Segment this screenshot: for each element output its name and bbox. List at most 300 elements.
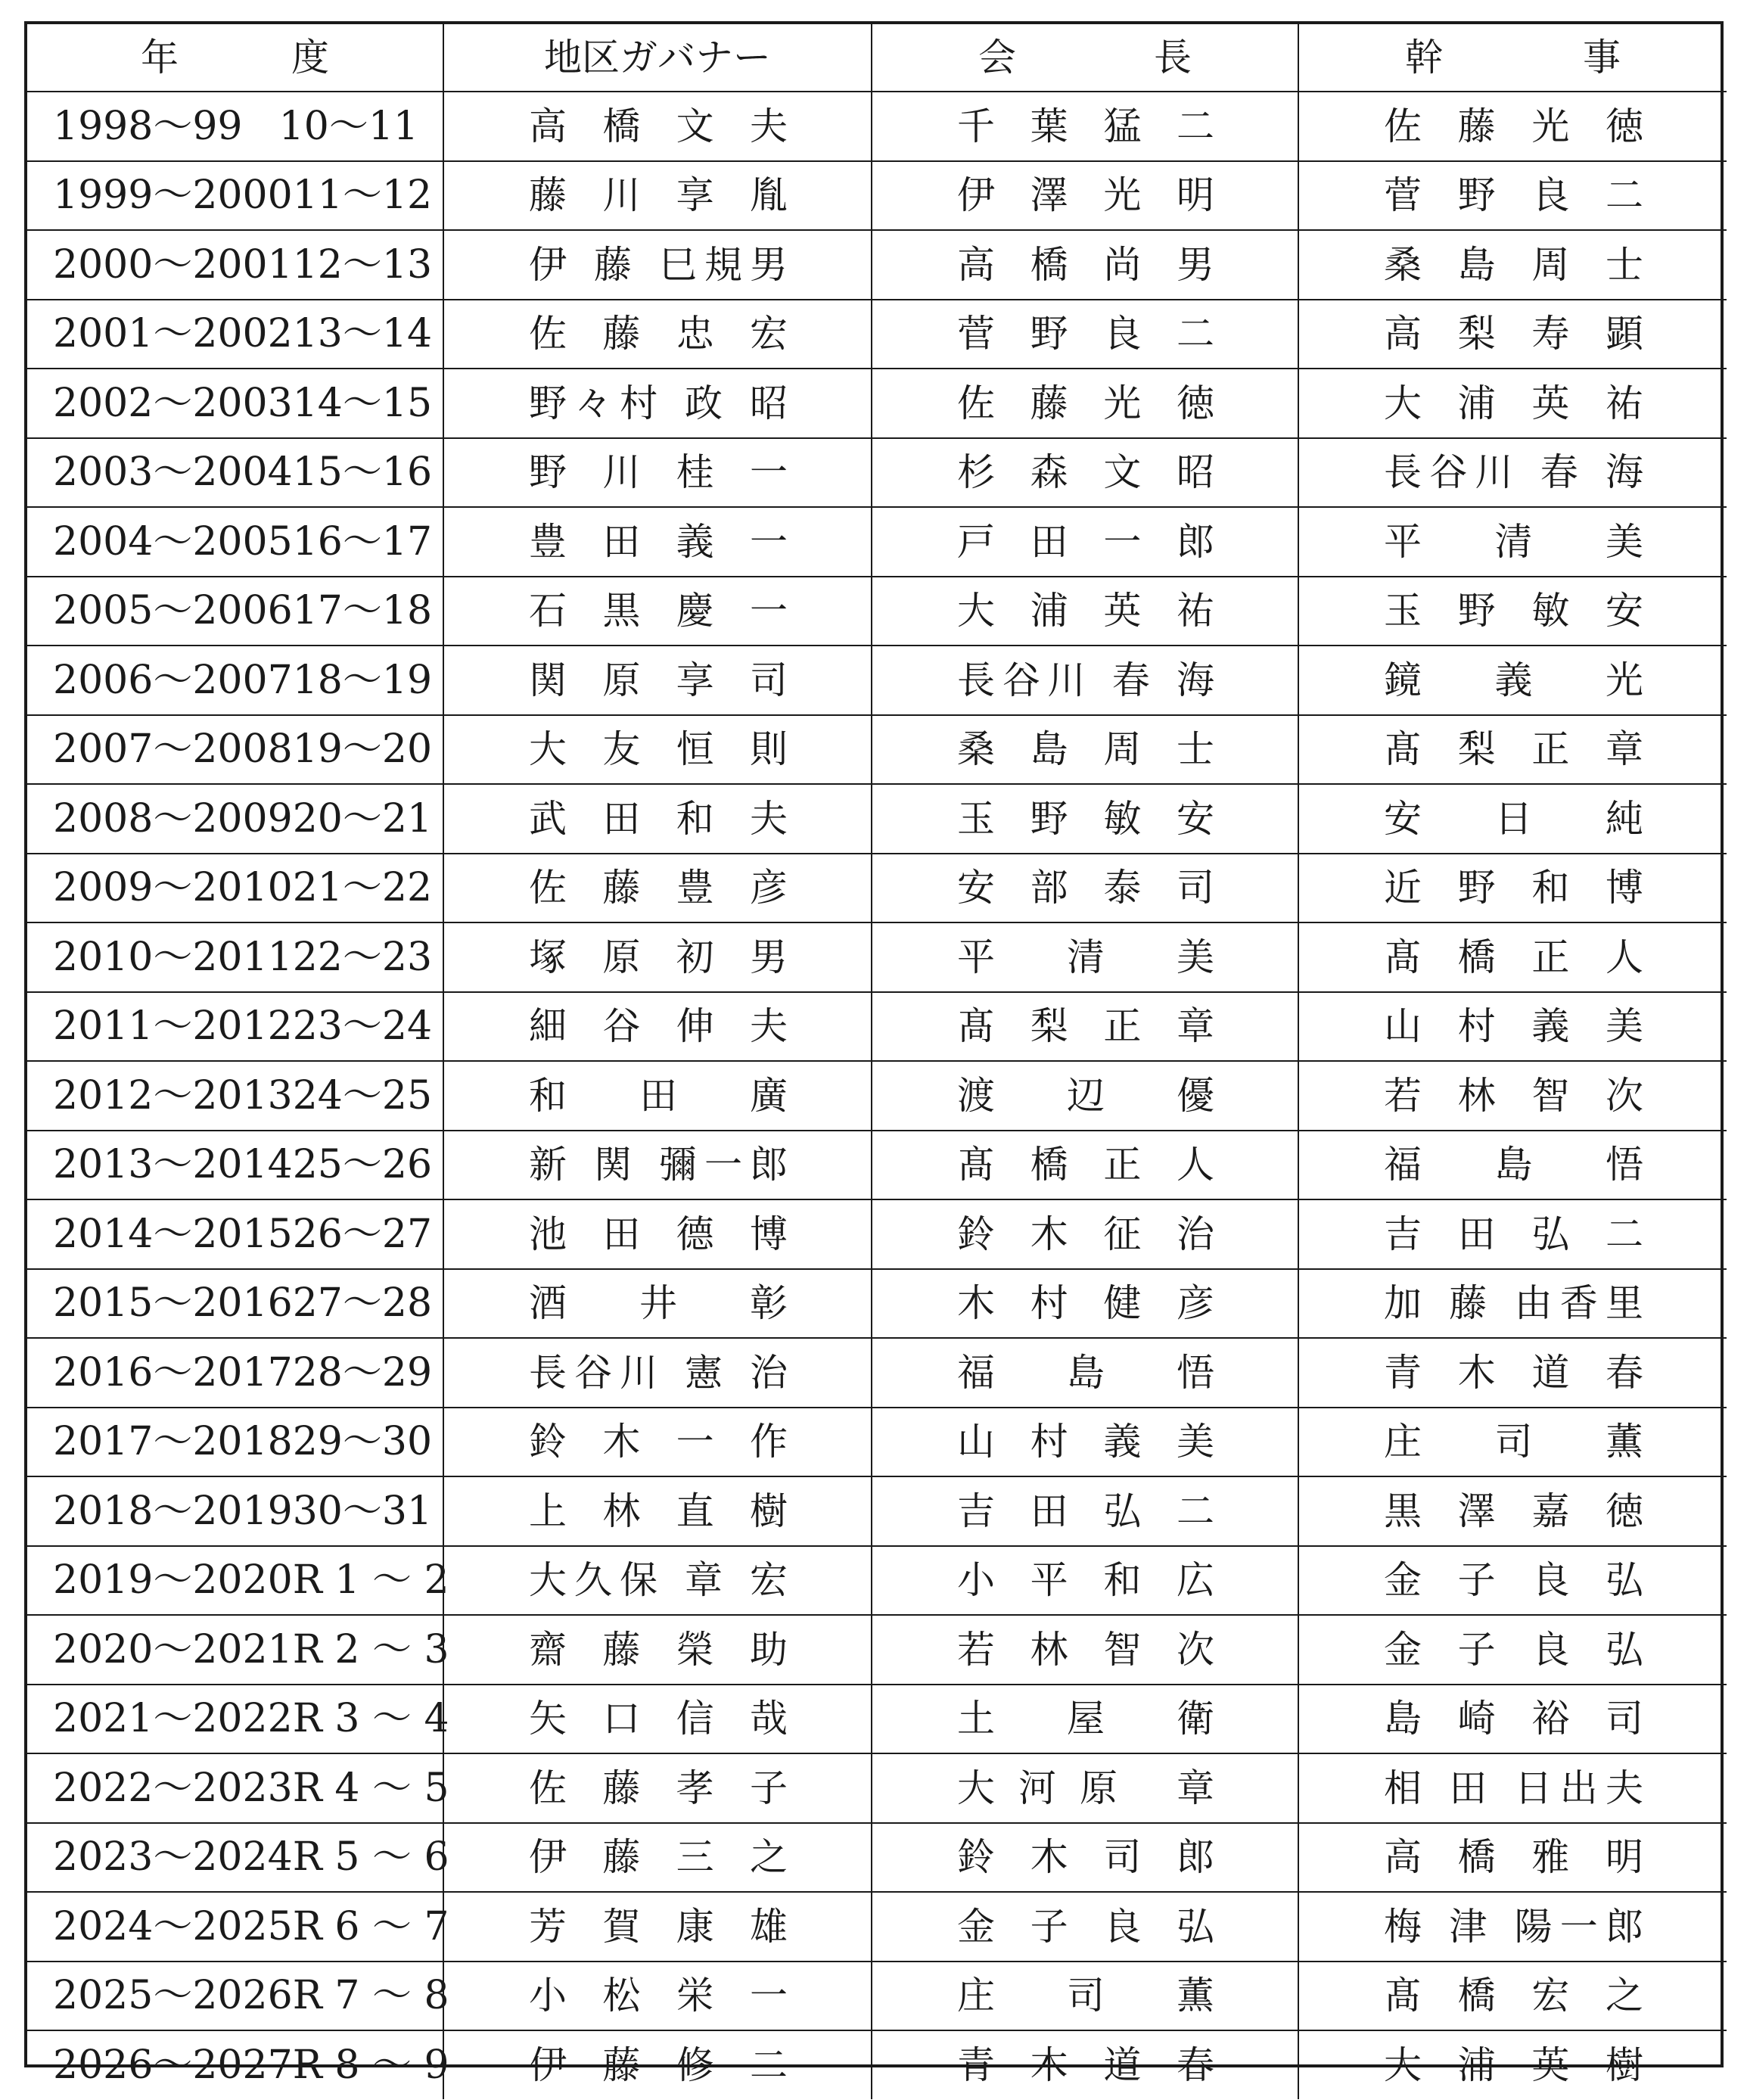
- governor-name: 佐 藤 豊 彦: [529, 866, 788, 910]
- fiscal-year: 2019～2020: [53, 1557, 293, 1604]
- era-year: 17～18: [292, 588, 433, 634]
- secretary-cell: [1298, 300, 1727, 369]
- secretary-name: 相 田 日出夫: [1384, 1766, 1643, 1810]
- table-row: [27, 161, 1727, 231]
- secretary-cell: [1298, 1269, 1727, 1339]
- president-cell: [872, 1476, 1298, 1546]
- year-cell: [27, 161, 443, 231]
- header-secretary: [1298, 24, 1727, 92]
- table-row: [27, 230, 1727, 300]
- table-row: [27, 1615, 1727, 1685]
- era-year: 30～31: [292, 1488, 433, 1534]
- president-name: 若 林 智 次: [957, 1627, 1214, 1672]
- fiscal-year: 2004～2005: [53, 518, 293, 565]
- secretary-cell: [1298, 1546, 1727, 1616]
- fiscal-year: 2012～2013: [53, 1072, 293, 1118]
- year-cell: [27, 1476, 443, 1546]
- governor-name: 塚 原 初 男: [529, 935, 788, 979]
- governor-cell: [443, 1061, 872, 1131]
- president-name: 福 島 悟: [957, 1350, 1214, 1395]
- header-president: [872, 24, 1298, 92]
- secretary-name: 桑 島 周 士: [1384, 242, 1643, 287]
- governor-cell: [443, 646, 872, 715]
- secretary-cell: [1298, 1199, 1727, 1269]
- governor-cell: [443, 369, 872, 438]
- year-cell: [27, 1753, 449, 1823]
- president-cell: [872, 2030, 1298, 2099]
- era-year: 13～14: [292, 311, 433, 357]
- table-row: [27, 1753, 1727, 1823]
- year-cell: [27, 922, 443, 992]
- secretary-name: 金 子 良 弘: [1384, 1558, 1643, 1603]
- era-year: 19～20: [292, 726, 433, 773]
- era-year: 15～16: [292, 450, 433, 496]
- president-name: 戸 田 一 郎: [957, 519, 1214, 564]
- secretary-cell: [1298, 1962, 1727, 2031]
- governor-name: 小 松 栄 一: [529, 1974, 788, 2018]
- secretary-name: 玉 野 敏 安: [1384, 589, 1643, 633]
- year-cell: [27, 300, 443, 369]
- governor-name: 齋 藤 榮 助: [529, 1627, 788, 1672]
- year-cell: [27, 369, 443, 438]
- year-cell: [27, 1962, 449, 2031]
- president-cell: [872, 1061, 1298, 1131]
- president-name: 鈴 木 司 郎: [957, 1835, 1214, 1880]
- president-cell: [872, 369, 1298, 438]
- fiscal-year: 2005～2006: [53, 588, 293, 634]
- secretary-cell: [1298, 784, 1727, 854]
- governor-name: 伊 藤 修 二: [529, 2042, 788, 2087]
- president-name: 高 橋 尚 男: [957, 242, 1214, 287]
- secretary-name: 佐 藤 光 徳: [1384, 104, 1643, 148]
- secretary-cell: [1298, 230, 1727, 300]
- secretary-name: 髙 橋 正 人: [1384, 935, 1643, 979]
- fiscal-year: 2022～2023: [53, 1765, 293, 1811]
- president-name: 金 子 良 弘: [957, 1904, 1214, 1949]
- fiscal-year: 2009～2010: [53, 865, 293, 911]
- president-name: 平 清 美: [957, 935, 1214, 979]
- year-cell: [27, 1823, 449, 1893]
- year-cell: [27, 577, 443, 646]
- fiscal-year: 2017～2018: [53, 1419, 293, 1465]
- table-row: [27, 92, 1727, 161]
- secretary-name: 長谷川 春 海: [1384, 450, 1643, 495]
- president-name: 青 木 道 春: [957, 2042, 1214, 2087]
- president-name: 伊 澤 光 明: [957, 173, 1214, 218]
- governor-cell: [443, 2030, 872, 2099]
- governor-name: 矢 口 信 哉: [529, 1697, 788, 1741]
- governor-name: 上 林 直 樹: [529, 1489, 788, 1533]
- year-cell: [27, 507, 443, 577]
- secretary-name: 吉 田 弘 二: [1384, 1212, 1643, 1256]
- governor-cell: [443, 300, 872, 369]
- president-cell: [872, 577, 1298, 646]
- president-name: 杉 森 文 昭: [957, 450, 1214, 495]
- header-row: [27, 24, 1727, 92]
- secretary-name: 高 梨 寿 顕: [1384, 312, 1643, 356]
- secretary-cell: [1298, 92, 1727, 161]
- president-cell: [872, 1823, 1298, 1893]
- president-cell: [872, 161, 1298, 231]
- secretary-cell: [1298, 1408, 1727, 1477]
- era-year: R 5 ～ 6: [292, 1834, 449, 1881]
- secretary-name: 加 藤 由香里: [1384, 1281, 1643, 1326]
- secretary-name: 若 林 智 次: [1384, 1073, 1643, 1118]
- fiscal-year: 2007～2008: [53, 726, 293, 773]
- table-row: [27, 784, 1727, 854]
- table-row: [27, 1408, 1727, 1477]
- secretary-cell: [1298, 715, 1727, 785]
- header-president-char-1: 会: [978, 36, 1016, 79]
- year-cell: [27, 1269, 443, 1339]
- president-cell: [872, 1962, 1298, 2031]
- header-governor-label: 地区ガバナー: [544, 36, 771, 79]
- year-cell: [27, 438, 443, 508]
- table-row: [27, 1269, 1727, 1339]
- governor-name: 野 川 桂 一: [529, 450, 788, 495]
- fiscal-year: 2024～2025: [53, 1903, 293, 1949]
- governor-name: 細 谷 伸 夫: [529, 1004, 788, 1049]
- governor-cell: [443, 577, 872, 646]
- secretary-name: 山 村 義 美: [1384, 1004, 1643, 1049]
- president-cell: [872, 715, 1298, 785]
- governor-name: 豊 田 義 一: [529, 519, 788, 564]
- era-year: 29～30: [292, 1419, 433, 1465]
- president-name: 鈴 木 征 治: [957, 1212, 1214, 1256]
- table-row: [27, 438, 1727, 508]
- era-year: 26～27: [292, 1211, 433, 1257]
- secretary-cell: [1298, 992, 1727, 1062]
- header-president-char-2: 長: [1154, 36, 1192, 79]
- era-year: R 6 ～ 7: [292, 1903, 449, 1949]
- governor-cell: [443, 1408, 872, 1477]
- governor-cell: [443, 230, 872, 300]
- fiscal-year: 1999～2000: [53, 173, 293, 219]
- table-row: [27, 1546, 1727, 1616]
- header-governor: [443, 24, 872, 92]
- year-cell: [27, 2030, 449, 2099]
- governor-cell: [443, 1269, 872, 1339]
- president-cell: [872, 1408, 1298, 1477]
- secretary-cell: [1298, 1892, 1727, 1962]
- president-cell: [872, 92, 1298, 161]
- table-row: [27, 1892, 1727, 1962]
- president-name: 渡 辺 優: [957, 1073, 1214, 1118]
- header-secretary-char-2: 事: [1583, 36, 1621, 79]
- governor-name: 和 田 廣: [529, 1073, 788, 1118]
- governor-cell: [443, 1338, 872, 1408]
- governor-cell: [443, 438, 872, 508]
- secretary-cell: [1298, 1061, 1727, 1131]
- president-name: 山 村 義 美: [957, 1420, 1214, 1464]
- year-cell: [27, 230, 443, 300]
- table-row: [27, 1061, 1727, 1131]
- governor-name: 池 田 德 博: [529, 1212, 788, 1256]
- secretary-name: 庄 司 薫: [1384, 1420, 1643, 1464]
- president-cell: [872, 992, 1298, 1062]
- secretary-cell: [1298, 161, 1727, 231]
- governor-cell: [443, 92, 872, 161]
- governor-cell: [443, 1546, 872, 1616]
- president-cell: [872, 1892, 1298, 1962]
- table-row: [27, 1962, 1727, 2031]
- secretary-name: 髙 梨 正 章: [1384, 727, 1643, 772]
- president-cell: [872, 1338, 1298, 1408]
- table-row: [27, 369, 1727, 438]
- secretary-name: 髙 橋 宏 之: [1384, 1974, 1643, 2018]
- secretary-cell: [1298, 1338, 1727, 1408]
- officers-table: [27, 24, 1727, 2099]
- president-cell: [872, 1546, 1298, 1616]
- president-cell: [872, 1753, 1298, 1823]
- secretary-name: 鏡 義 光: [1384, 658, 1643, 702]
- governor-name: 武 田 和 夫: [529, 796, 788, 841]
- year-cell: [27, 1338, 443, 1408]
- year-cell: [27, 1615, 449, 1685]
- year-cell: [27, 1546, 449, 1616]
- governor-name: 佐 藤 忠 宏: [529, 312, 788, 356]
- year-cell: [27, 784, 443, 854]
- table-row: [27, 1823, 1727, 1893]
- fiscal-year: 2015～2016: [53, 1280, 293, 1327]
- era-year: R 8 ～ 9: [292, 2042, 449, 2088]
- president-name: 髙 橋 正 人: [957, 1143, 1214, 1187]
- governor-name: 石 黒 慶 一: [529, 589, 788, 633]
- table-row: [27, 1338, 1727, 1408]
- president-cell: [872, 507, 1298, 577]
- fiscal-year: 2011～2012: [53, 1003, 293, 1050]
- table-row: [27, 646, 1727, 715]
- president-cell: [872, 1269, 1298, 1339]
- governor-name: 酒 井 彰: [529, 1281, 788, 1326]
- era-year: 10～11: [278, 103, 418, 149]
- fiscal-year: 1998～99: [53, 103, 243, 149]
- fiscal-year: 2006～2007: [53, 657, 293, 703]
- fiscal-year: 2003～2004: [53, 450, 293, 496]
- table-row: [27, 1131, 1727, 1200]
- president-cell: [872, 1685, 1298, 1754]
- fiscal-year: 2016～2017: [53, 1349, 293, 1395]
- era-year: 25～26: [292, 1142, 433, 1188]
- president-name: 吉 田 弘 二: [957, 1489, 1214, 1533]
- secretary-name: 福 島 悟: [1384, 1143, 1643, 1187]
- era-year: 28～29: [292, 1349, 433, 1395]
- secretary-cell: [1298, 2030, 1727, 2099]
- governor-cell: [443, 1615, 872, 1685]
- table-row: [27, 2030, 1727, 2099]
- secretary-cell: [1298, 1476, 1727, 1546]
- header-year-char-2: 度: [291, 36, 329, 79]
- fiscal-year: 2021～2022: [53, 1696, 293, 1742]
- table-row: [27, 507, 1727, 577]
- secretary-cell: [1298, 1823, 1727, 1893]
- secretary-name: 梅 津 陽一郎: [1384, 1904, 1643, 1949]
- governor-name: 伊 藤 三 之: [529, 1835, 788, 1880]
- secretary-name: 近 野 和 博: [1384, 866, 1643, 910]
- governor-cell: [443, 1685, 872, 1754]
- secretary-cell: [1298, 922, 1727, 992]
- fiscal-year: 2001～2002: [53, 311, 293, 357]
- fiscal-year: 2014～2015: [53, 1211, 293, 1257]
- year-cell: [27, 1199, 443, 1269]
- secretary-cell: [1298, 438, 1727, 508]
- governor-cell: [443, 854, 872, 923]
- secretary-name: 黒 澤 嘉 徳: [1384, 1489, 1643, 1533]
- year-cell: [27, 646, 443, 715]
- governor-cell: [443, 922, 872, 992]
- governor-name: 佐 藤 孝 子: [529, 1766, 788, 1810]
- table-body: [27, 92, 1727, 2099]
- secretary-cell: [1298, 646, 1727, 715]
- president-name: 玉 野 敏 安: [957, 796, 1214, 841]
- president-cell: [872, 646, 1298, 715]
- governor-name: 野々村 政 昭: [529, 381, 788, 425]
- secretary-name: 大 浦 英 祐: [1384, 381, 1643, 425]
- table-row: [27, 715, 1727, 785]
- governor-name: 大 友 恒 則: [529, 727, 788, 772]
- secretary-name: 金 子 良 弘: [1384, 1627, 1643, 1672]
- fiscal-year: 2008～2009: [53, 795, 293, 842]
- governor-cell: [443, 161, 872, 231]
- era-year: 24～25: [292, 1072, 433, 1118]
- table-row: [27, 922, 1727, 992]
- fiscal-year: 2013～2014: [53, 1142, 293, 1188]
- governor-cell: [443, 1962, 872, 2031]
- governor-name: 伊 藤 巳規男: [529, 242, 788, 287]
- president-cell: [872, 784, 1298, 854]
- fiscal-year: 2000～2001: [53, 241, 293, 288]
- president-name: 木 村 健 彦: [957, 1281, 1214, 1326]
- president-name: 小 平 和 広: [957, 1558, 1214, 1603]
- secretary-name: 菅 野 良 二: [1384, 173, 1643, 218]
- year-cell: [27, 854, 443, 923]
- governor-cell: [443, 715, 872, 785]
- president-name: 大 浦 英 祐: [957, 589, 1214, 633]
- year-cell: [27, 1685, 449, 1754]
- table-row: [27, 577, 1727, 646]
- table-row: [27, 854, 1727, 923]
- secretary-cell: [1298, 1615, 1727, 1685]
- officers-table-frame: [24, 21, 1724, 2088]
- president-name: 千 葉 猛 二: [957, 104, 1214, 148]
- secretary-name: 島 崎 裕 司: [1384, 1697, 1643, 1741]
- secretary-cell: [1298, 1753, 1727, 1823]
- era-year: 18～19: [292, 657, 433, 703]
- president-cell: [872, 1615, 1298, 1685]
- secretary-name: 高 橋 雅 明: [1384, 1835, 1643, 1880]
- governor-cell: [443, 1131, 872, 1200]
- governor-cell: [443, 1823, 872, 1893]
- governor-cell: [443, 507, 872, 577]
- year-cell: [27, 1408, 443, 1477]
- president-name: 土 屋 衛: [957, 1697, 1214, 1741]
- president-name: 大河原 章: [957, 1766, 1214, 1810]
- year-cell: [27, 92, 443, 161]
- governor-name: 関 原 享 司: [529, 658, 788, 702]
- era-year: 11～12: [292, 173, 433, 219]
- president-cell: [872, 922, 1298, 992]
- fiscal-year: 2002～2003: [53, 380, 293, 426]
- governor-cell: [443, 992, 872, 1062]
- era-year: R 2 ～ 3: [292, 1626, 449, 1672]
- secretary-name: 平 清 美: [1384, 519, 1643, 564]
- secretary-cell: [1298, 507, 1727, 577]
- governor-name: 藤 川 享 胤: [529, 173, 788, 218]
- fiscal-year: 2023～2024: [53, 1834, 293, 1881]
- era-year: R 4 ～ 5: [292, 1765, 449, 1811]
- era-year: 21～22: [292, 865, 433, 911]
- era-year: 27～28: [292, 1280, 433, 1327]
- president-cell: [872, 854, 1298, 923]
- year-cell: [27, 1061, 443, 1131]
- president-cell: [872, 1199, 1298, 1269]
- governor-cell: [443, 1199, 872, 1269]
- year-cell: [27, 1892, 449, 1962]
- president-cell: [872, 1131, 1298, 1200]
- president-name: 髙 梨 正 章: [957, 1004, 1214, 1049]
- table-row: [27, 1199, 1727, 1269]
- era-year: 14～15: [292, 380, 433, 426]
- era-year: 12～13: [292, 241, 433, 288]
- table-row: [27, 1476, 1727, 1546]
- header-year-char-1: 年: [141, 36, 179, 79]
- era-year: R 3 ～ 4: [292, 1696, 449, 1742]
- secretary-name: 大 浦 英 樹: [1384, 2042, 1643, 2087]
- secretary-name: 青 木 道 春: [1384, 1350, 1643, 1395]
- era-year: 16～17: [292, 518, 433, 565]
- governor-name: 高 橋 文 夫: [529, 104, 788, 148]
- fiscal-year: 2010～2011: [53, 934, 293, 980]
- governor-cell: [443, 784, 872, 854]
- era-year: 22～23: [292, 934, 433, 980]
- president-cell: [872, 300, 1298, 369]
- secretary-cell: [1298, 369, 1727, 438]
- president-name: 庄 司 薫: [957, 1974, 1214, 2018]
- president-name: 安 部 泰 司: [957, 866, 1214, 910]
- president-name: 菅 野 良 二: [957, 312, 1214, 356]
- president-name: 佐 藤 光 徳: [957, 381, 1214, 425]
- year-cell: [27, 1131, 443, 1200]
- president-cell: [872, 438, 1298, 508]
- fiscal-year: 2025～2026: [53, 1973, 293, 2019]
- table-row: [27, 300, 1727, 369]
- secretary-cell: [1298, 1131, 1727, 1200]
- year-cell: [27, 715, 443, 785]
- governor-name: 新 関 彌一郎: [529, 1143, 788, 1187]
- header-secretary-char-1: 幹: [1405, 36, 1443, 79]
- secretary-cell: [1298, 854, 1727, 923]
- governor-name: 大久保 章 宏: [529, 1558, 788, 1603]
- governor-name: 長谷川 憲 治: [529, 1350, 788, 1395]
- president-name: 長谷川 春 海: [957, 658, 1214, 702]
- governor-cell: [443, 1476, 872, 1546]
- governor-cell: [443, 1753, 872, 1823]
- governor-name: 鈴 木 一 作: [529, 1420, 788, 1464]
- year-cell: [27, 992, 443, 1062]
- fiscal-year: 2020～2021: [53, 1626, 293, 1672]
- secretary-name: 安 日 純: [1384, 796, 1643, 841]
- president-name: 桑 島 周 士: [957, 727, 1214, 772]
- era-year: 23～24: [292, 1003, 433, 1050]
- era-year: R 7 ～ 8: [292, 1973, 449, 2019]
- governor-cell: [443, 1892, 872, 1962]
- president-cell: [872, 230, 1298, 300]
- table-row: [27, 1685, 1727, 1754]
- header-year: [27, 24, 443, 92]
- secretary-cell: [1298, 1685, 1727, 1754]
- secretary-cell: [1298, 577, 1727, 646]
- era-year: R 1 ～ 2: [292, 1557, 449, 1604]
